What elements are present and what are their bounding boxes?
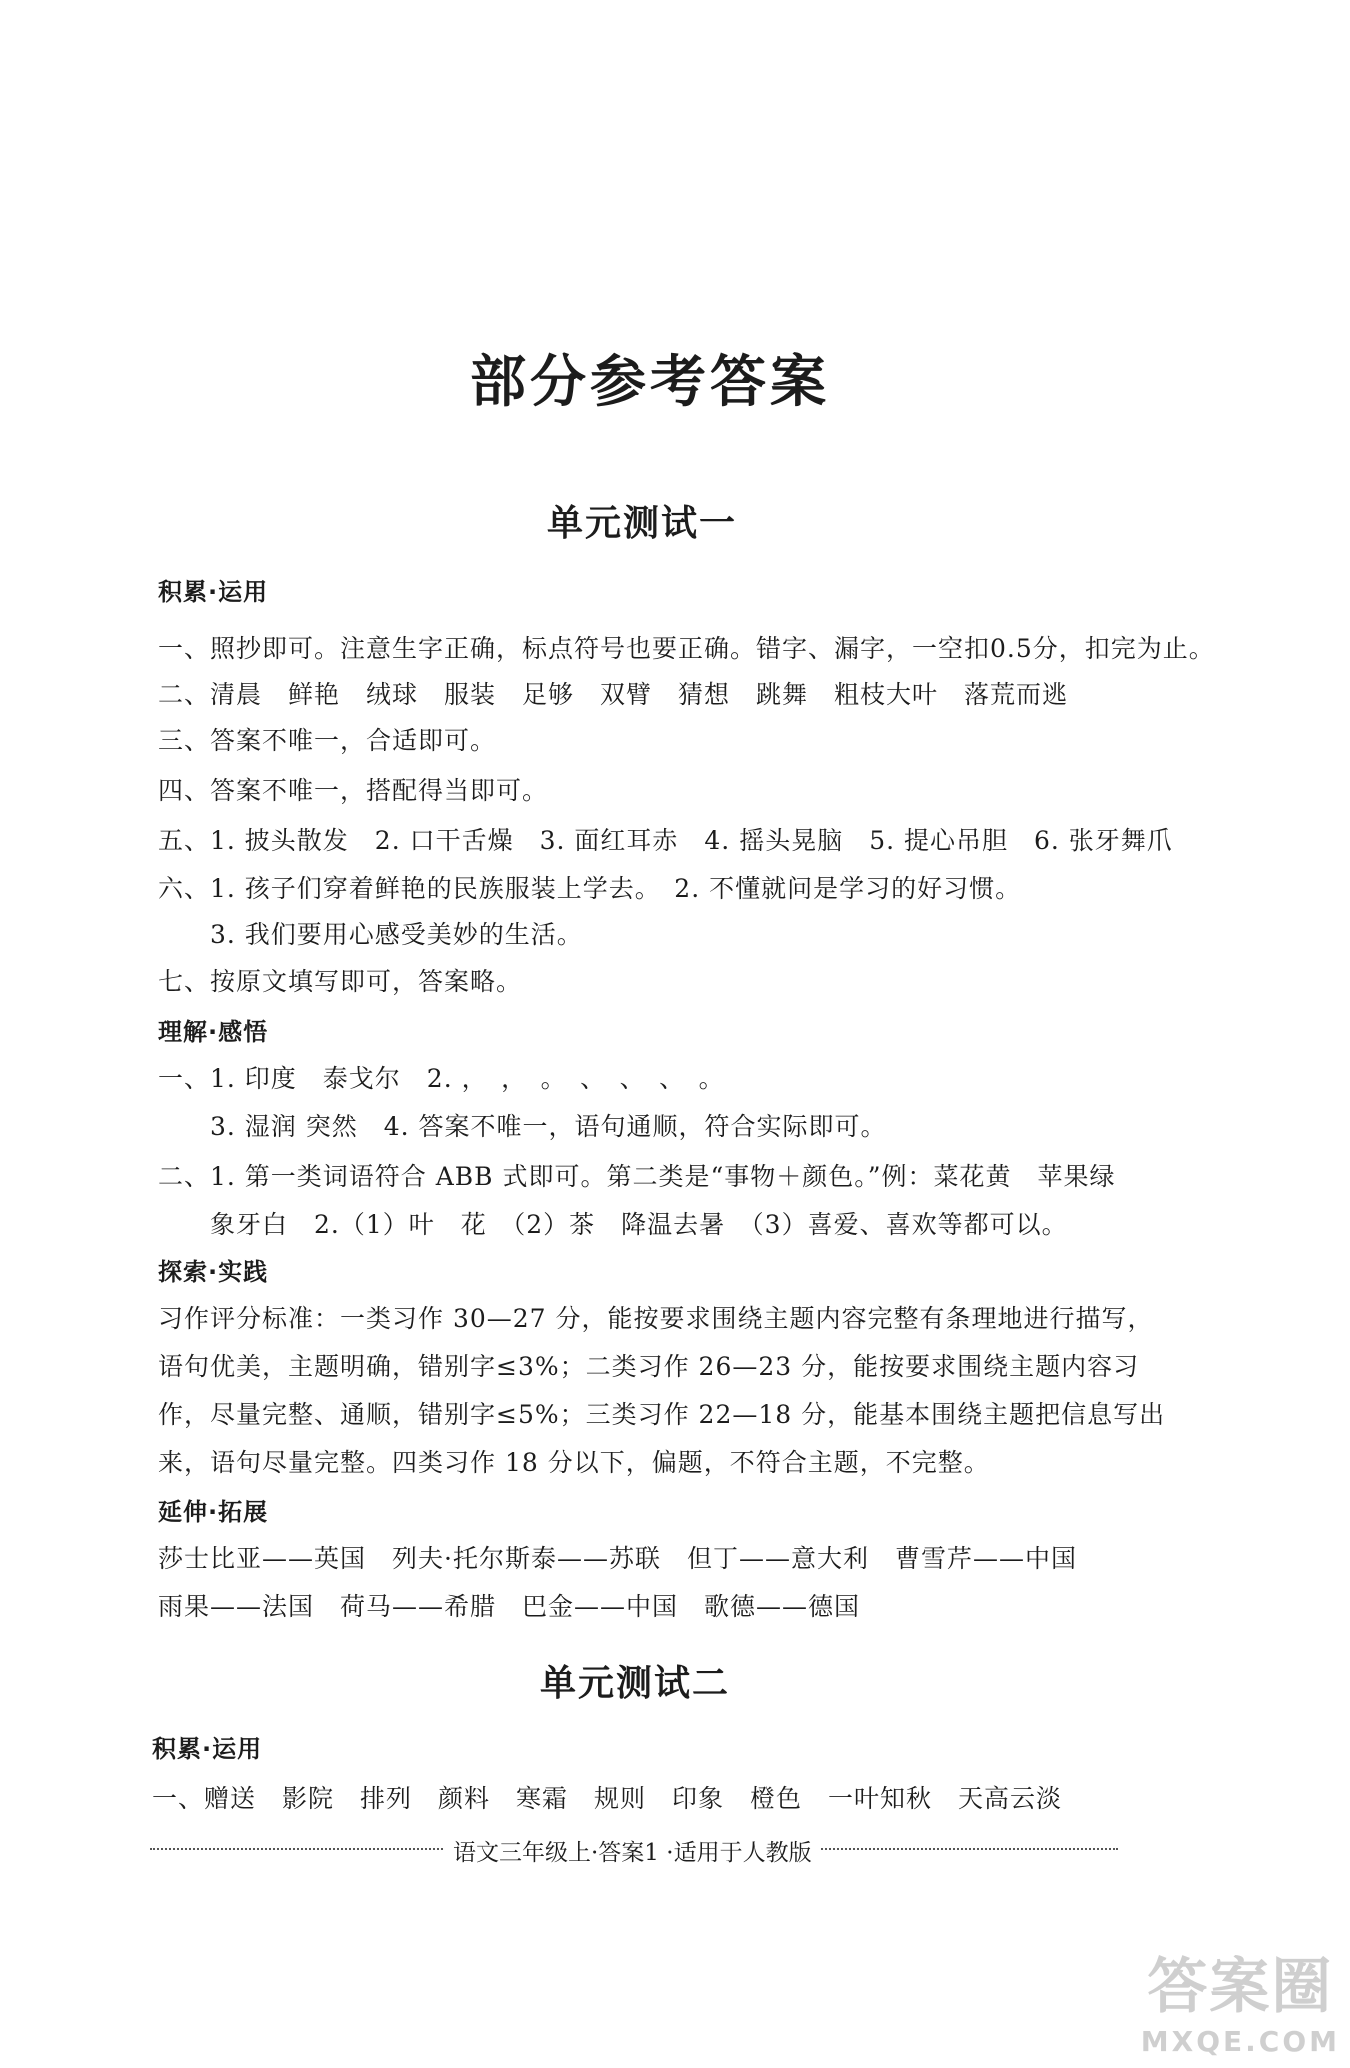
unit1-s1-line-4: 四、答案不唯一，搭配得当即可。 (158, 776, 549, 805)
unit1-section-jilei-heading: 积累·运用 (158, 578, 269, 606)
unit1-section-yanshen-heading: 延伸·拓展 (158, 1498, 269, 1526)
unit1-title: 单元测试一 (547, 502, 738, 544)
unit2-s1-line-1: 一、赠送 影院 排列 颜料 寒霜 规则 印象 橙色 一叶知秋 天高云淡 (152, 1784, 1063, 1813)
unit1-s2-line-2: 3. 湿润 突然 4. 答案不唯一，语句通顺，符合实际即可。 (210, 1112, 887, 1141)
unit1-s2-line-1: 一、1. 印度 泰戈尔 2. ， ， 。 、 、 、 。 (158, 1064, 725, 1093)
unit1-s3-line-3: 作，尽量完整、通顺，错别字≤5%；三类习作 22—18 分，能基本围绕主题把信息写出 (158, 1400, 1166, 1429)
footer-text: 语文三年级上·答案1 ·适用于人教版 (445, 1834, 820, 1867)
watermark-url: MXQE.COM (1140, 2025, 1340, 2058)
unit1-s2-line-4: 象牙白 2.（1）叶 花 （2）茶 降温去暑 （3）喜爱、喜欢等都可以。 (210, 1210, 1068, 1239)
unit2-section-jilei-heading: 积累·运用 (152, 1735, 263, 1763)
unit1-s1-line-8: 七、按原文填写即可，答案略。 (158, 967, 523, 996)
unit1-s1-line-7: 3. 我们要用心感受美妙的生活。 (210, 920, 583, 949)
unit1-s1-line-6: 六、1. 孩子们穿着鲜艳的民族服装上学去。 2. 不懂就问是学习的好习惯。 (158, 874, 1022, 903)
unit1-s1-line-5: 五、1. 披头散发 2. 口干舌燥 3. 面红耳赤 4. 摇头晃脑 5. 提心吊胆 6. 张牙舞爪 (158, 826, 1173, 855)
unit2-title: 单元测试二 (540, 1662, 731, 1704)
unit1-s1-line-2: 二、清晨 鲜艳 绒球 服装 足够 双臂 猜想 跳舞 粗枝大叶 落荒而逃 (158, 680, 1069, 709)
unit1-s4-line-2: 雨果——法国 荷马——希腊 巴金——中国 歌德——德国 (158, 1592, 861, 1621)
unit1-s3-line-1: 习作评分标准：一类习作 30—27 分，能按要求围绕主题内容完整有条理地进行描写， (158, 1304, 1154, 1333)
unit1-s3-line-2: 语句优美，主题明确，错别字≤3%；二类习作 26—23 分，能按要求围绕主题内容习 (158, 1352, 1140, 1381)
unit1-s4-line-1: 莎士比亚——英国 列夫·托尔斯泰——苏联 但丁——意大利 曹雪芹——中国 (158, 1544, 1077, 1573)
unit1-s1-line-1: 一、照抄即可。注意生字正确，标点符号也要正确。错字、漏字，一空扣0.5分，扣完为止。 (158, 634, 1215, 663)
page-title: 部分参考答案 (470, 349, 830, 415)
watermark-text: 答案圈 (1147, 1952, 1334, 2022)
unit1-section-tansuo-heading: 探索·实践 (158, 1258, 269, 1286)
unit1-s1-line-3: 三、答案不唯一，合适即可。 (158, 726, 497, 755)
unit1-s3-line-4: 来，语句尽量完整。四类习作 18 分以下，偏题，不符合主题，不完整。 (158, 1448, 990, 1477)
watermark-logo (1141, 1939, 1340, 2058)
unit1-section-lijie-heading: 理解·感悟 (158, 1018, 269, 1046)
unit1-s2-line-3: 二、1. 第一类词语符合 ABB 式即可。第二类是“事物＋颜色。”例：菜花黄 苹果绿 (158, 1162, 1116, 1191)
